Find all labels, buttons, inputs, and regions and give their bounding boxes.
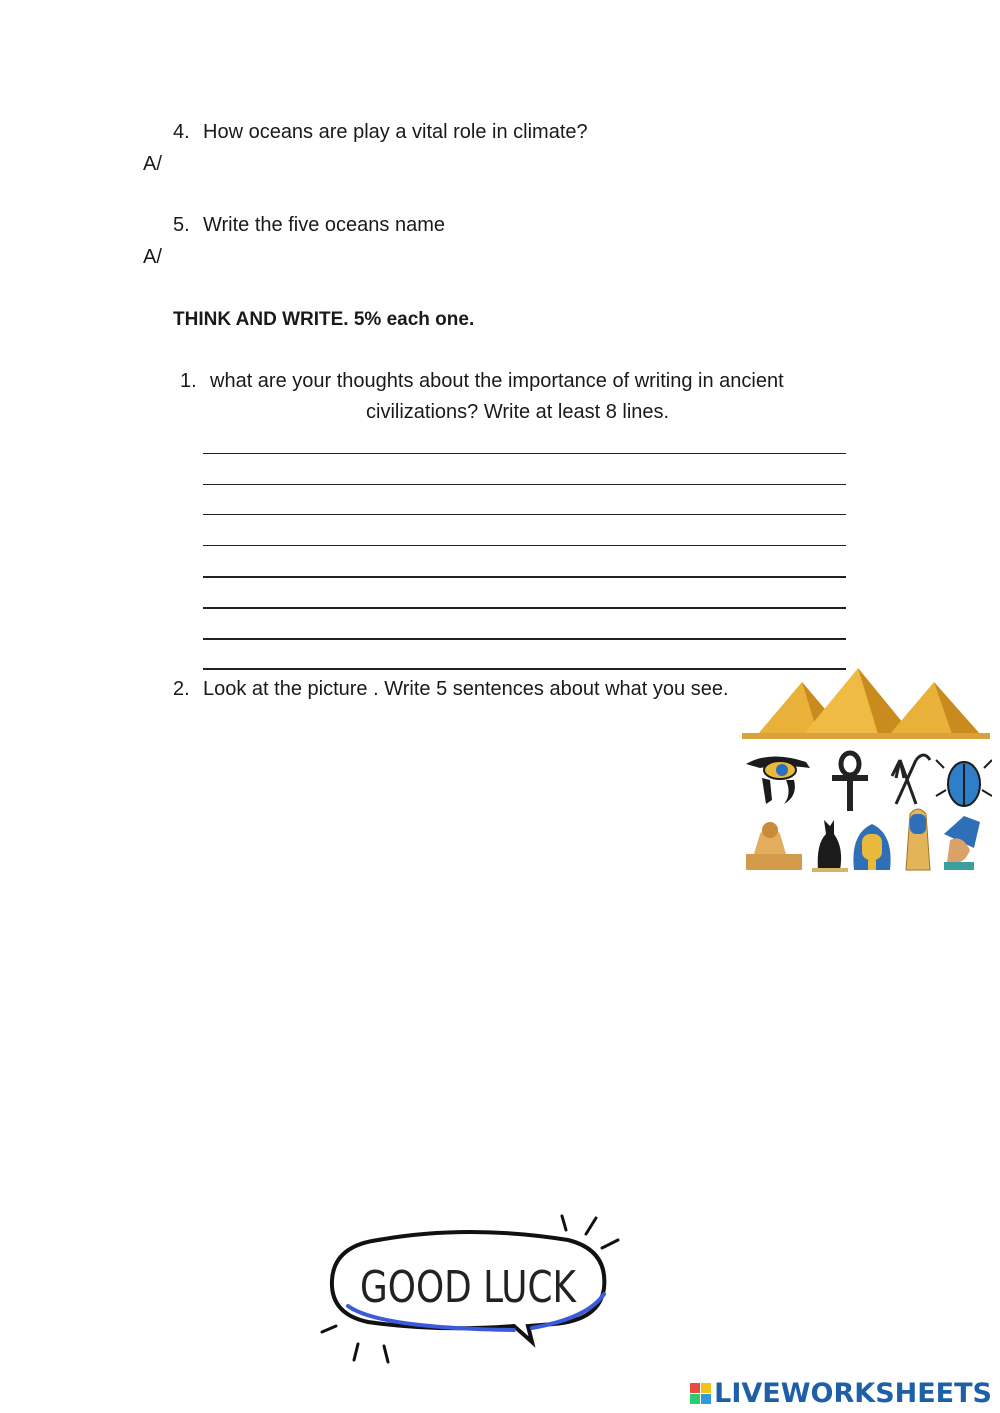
writing-line[interactable] [203,607,846,609]
logo-mark-icon [690,1383,711,1404]
section-heading: THINK AND WRITE. 5% each one. [173,309,475,330]
think-question-2-number: 2. [173,678,190,700]
question-4-number: 4. [173,121,190,143]
think-question-1-number: 1. [180,370,197,392]
pharaoh-mask-icon [853,824,890,870]
think-question-2 [173,678,729,701]
crook-and-flail-icon [892,755,930,804]
ankh-icon [832,753,868,811]
writing-line[interactable] [203,484,846,485]
sarcophagus-icon [906,809,930,870]
answer-4-label: A/ [143,153,162,175]
egypt-picture [740,664,992,878]
think-question-1 [180,370,784,393]
bastet-cat-icon [812,820,848,872]
question-4-text: How oceans are play a vital role in climate? [203,121,588,143]
sphinx-icon [746,822,802,870]
scarab-icon [936,760,992,806]
liveworksheets-logo [690,1378,992,1409]
good-luck-text: GOOD LUCK [360,1262,577,1313]
think-question-2-text: Look at the picture . Write 5 sentences about what you see. [203,678,729,700]
writing-line[interactable] [203,576,846,578]
think-question-1-line1: what are your thoughts about the importance of writing in ancient [210,370,784,392]
writing-line[interactable] [203,638,846,640]
eye-of-horus-icon [746,756,810,804]
good-luck-bubble [318,1210,628,1366]
logo-text: LIVEWORKSHEETS [714,1378,992,1409]
question-4 [173,121,588,144]
nefertiti-bust-icon [944,816,980,870]
question-5 [173,214,445,237]
writing-line[interactable] [203,545,846,546]
question-5-number: 5. [173,214,190,236]
think-question-1-line2: civilizations? Write at least 8 lines. [366,401,670,423]
pyramids-image [742,668,990,739]
writing-line[interactable] [203,453,846,454]
question-5-text: Write the five oceans name [203,214,445,236]
writing-line[interactable] [203,514,846,515]
answer-5-label: A/ [143,246,162,268]
